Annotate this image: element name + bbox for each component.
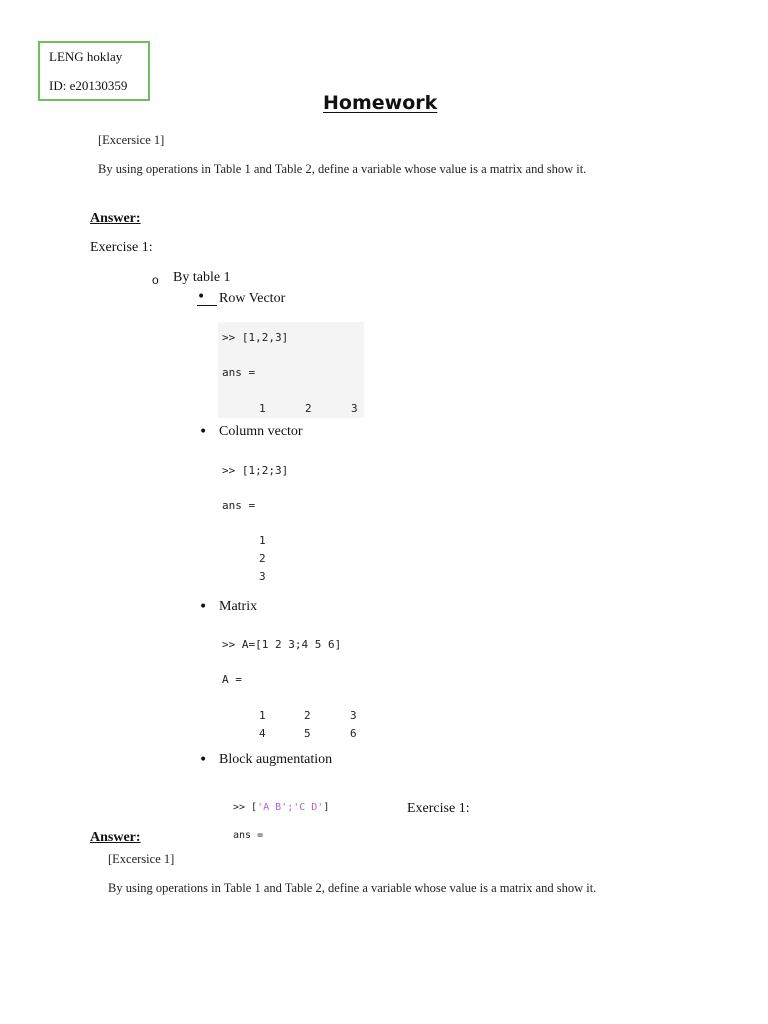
overlay-question-tag: [Excersice 1] bbox=[108, 852, 175, 866]
bullet-icon: • bbox=[199, 424, 208, 440]
overlay-question-text: By using operations in Table 1 and Table 2, define a variable whose value is a matrix and show it. bbox=[108, 881, 597, 895]
matrix-cell: 3 bbox=[350, 709, 357, 722]
row-vector-cmd: >> [1,2,3] bbox=[222, 331, 289, 344]
name-id-box bbox=[38, 41, 150, 101]
row-vector-value: 3 bbox=[351, 402, 358, 415]
page-title: Homework bbox=[323, 92, 438, 114]
matrix-cell: 6 bbox=[350, 727, 357, 740]
block-ans: ans = bbox=[233, 830, 264, 841]
bullet-icon: • bbox=[197, 289, 217, 306]
row-vector-label: Row Vector bbox=[219, 291, 286, 306]
matrix-cell: 4 bbox=[259, 727, 266, 740]
matrix-cell: 1 bbox=[259, 709, 266, 722]
column-vector-ans: ans = bbox=[222, 499, 256, 512]
block-cmd: >> ['A B';'C D'] bbox=[233, 802, 330, 813]
column-vector-value: 3 bbox=[259, 570, 266, 583]
row-vector-value: 2 bbox=[305, 402, 312, 415]
overlay-exercise-label: Exercise 1: bbox=[407, 801, 470, 816]
matrix-ans: A = bbox=[222, 673, 242, 686]
question-tag: [Excersice 1] bbox=[98, 133, 165, 147]
matrix-label: Matrix bbox=[219, 599, 258, 614]
row-vector-ans: ans = bbox=[222, 366, 256, 379]
exercise-label: Exercise 1: bbox=[90, 240, 153, 255]
bullet-icon: • bbox=[199, 752, 208, 768]
column-vector-label: Column vector bbox=[219, 424, 303, 439]
block-augmentation-label: Block augmentation bbox=[219, 752, 333, 767]
answer-label: Answer: bbox=[90, 211, 141, 226]
column-vector-cmd: >> [1;2;3] bbox=[222, 464, 289, 477]
student-id: ID: e20130359 bbox=[49, 78, 128, 93]
matrix-cmd: >> A=[1 2 3;4 5 6] bbox=[222, 638, 342, 651]
matrix-cell: 5 bbox=[304, 727, 311, 740]
student-name: LENG hoklay bbox=[49, 49, 123, 64]
section-label: By table 1 bbox=[173, 270, 231, 285]
question-text: By using operations in Table 1 and Table 2, define a variable whose value is a matrix and show it. bbox=[98, 162, 587, 176]
matrix-cell: 2 bbox=[304, 709, 311, 722]
column-vector-value: 1 bbox=[259, 534, 266, 547]
column-vector-value: 2 bbox=[259, 552, 266, 565]
row-vector-value: 1 bbox=[259, 402, 266, 415]
overlay-answer-label: Answer: bbox=[90, 830, 141, 845]
bullet-icon: • bbox=[199, 599, 208, 615]
circle-bullet-icon: o bbox=[152, 273, 159, 287]
